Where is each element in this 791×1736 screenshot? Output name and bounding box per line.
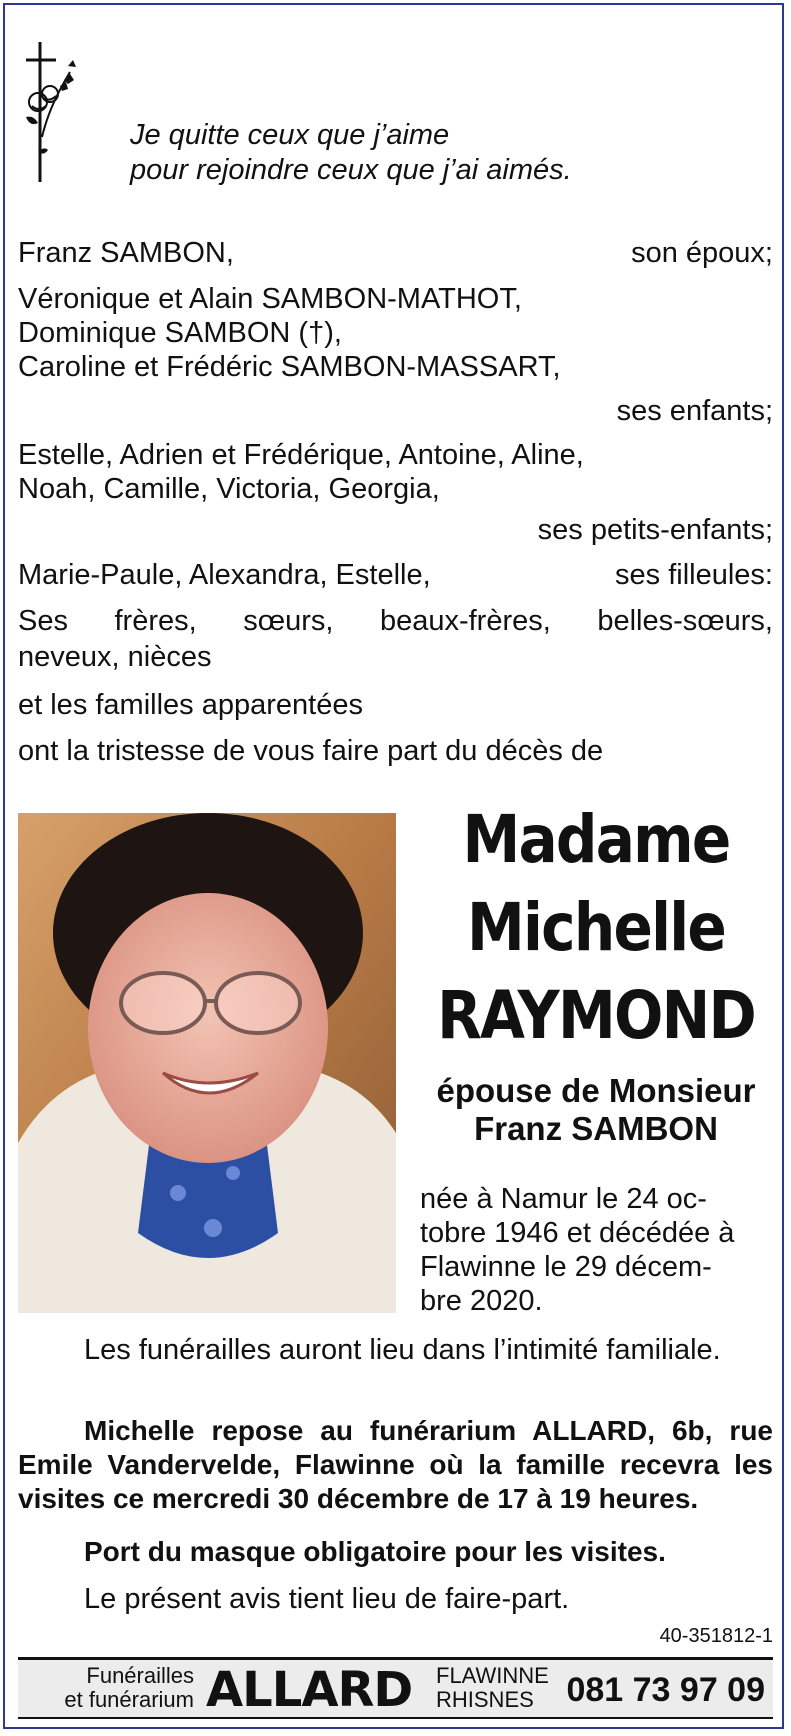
grandchildren-role: ses petits-enfants; (537, 514, 773, 546)
funeral-home-brand: ALLARD (206, 1662, 413, 1718)
spouse-line-1: épouse de Monsieur (436, 1072, 756, 1109)
child-line-2: Dominique SAMBON (†), (18, 317, 342, 349)
quote-line-1: Je quitte ceux que j’aime (130, 119, 450, 151)
city-1: FLAWINNE (436, 1663, 549, 1688)
siblings-word: beaux-frères, (379, 605, 551, 637)
funeral-home-tagline (26, 1664, 194, 1712)
child-line-3: Caroline et Frédéric SAMBON-MASSART, (18, 351, 561, 383)
city-2: RHISNES (436, 1687, 534, 1712)
mask-info: Port du masque obligatoire pour les visites. (84, 1536, 666, 1567)
grandchildren-line-2: Noah, Camille, Victoria, Georgia, (18, 473, 440, 505)
spouse-name: Franz SAMBON, (18, 237, 234, 269)
siblings-line-2: neveux, nièces (18, 641, 212, 673)
funeral-info: Les funérailles auront lieu dans l’intimité familiale. (84, 1334, 721, 1366)
relatives: et les familles apparentées (18, 689, 363, 721)
announcement: ont la tristesse de vous faire part du décès de (18, 735, 604, 767)
funeral-home-banner (18, 1657, 773, 1719)
notice-info: Le présent avis tient lieu de faire-part. (84, 1583, 570, 1615)
funeral-home-cities (436, 1664, 549, 1712)
siblings-word: belles-sœurs, (597, 605, 773, 637)
goddaughters: Marie-Paule, Alexandra, Estelle, (18, 559, 431, 591)
cross-with-rose-icon (18, 42, 80, 182)
funeral-home-phone: 081 73 97 09 (566, 1671, 765, 1709)
birth-death-line: Flawinne le 29 décem- (420, 1251, 712, 1283)
portrait-photo (18, 813, 396, 1313)
siblings-word: Ses (18, 605, 68, 637)
reference-number: 40-351812-1 (659, 1625, 773, 1647)
siblings-line-1 (18, 604, 773, 638)
spouse-role: son époux; (631, 237, 773, 269)
siblings-word: sœurs, (243, 605, 334, 637)
goddaughters-role: ses filleules: (615, 559, 773, 591)
children-role: ses enfants; (616, 395, 773, 427)
grandchildren-line-1: Estelle, Adrien et Frédérique, Antoine, Aline, (18, 439, 584, 471)
birth-death-line: tobre 1946 et décédée à (420, 1217, 735, 1249)
child-line-1: Véronique et Alain SAMBON-MATHOT, (18, 283, 522, 315)
deceased-title: Madame (462, 801, 730, 878)
siblings-word: frères, (114, 605, 197, 637)
tagline-line-2: et funérarium (64, 1687, 194, 1712)
quote-line-2: pour rejoindre ceux que j’ai aimés. (130, 154, 572, 186)
spouse-line-2: Franz SAMBON (474, 1110, 718, 1147)
deceased-last-name: RAYMOND (437, 977, 755, 1054)
deceased-first-name: Michelle (466, 889, 726, 966)
birth-death-line: née à Namur le 24 oc- (420, 1183, 707, 1215)
tagline-line-1: Funérailles (86, 1663, 194, 1688)
visits-info: Michelle repose au funérarium ALLARD, 6b, rue Emile Vandervelde, Flawinne où la famille recevra les visites ce mercredi 30 décembre de 17 à 19 heures. (18, 1415, 773, 1514)
birth-death (420, 1182, 775, 1318)
birth-death-line: bre 2020. (420, 1285, 543, 1317)
opening-quote (130, 118, 572, 188)
